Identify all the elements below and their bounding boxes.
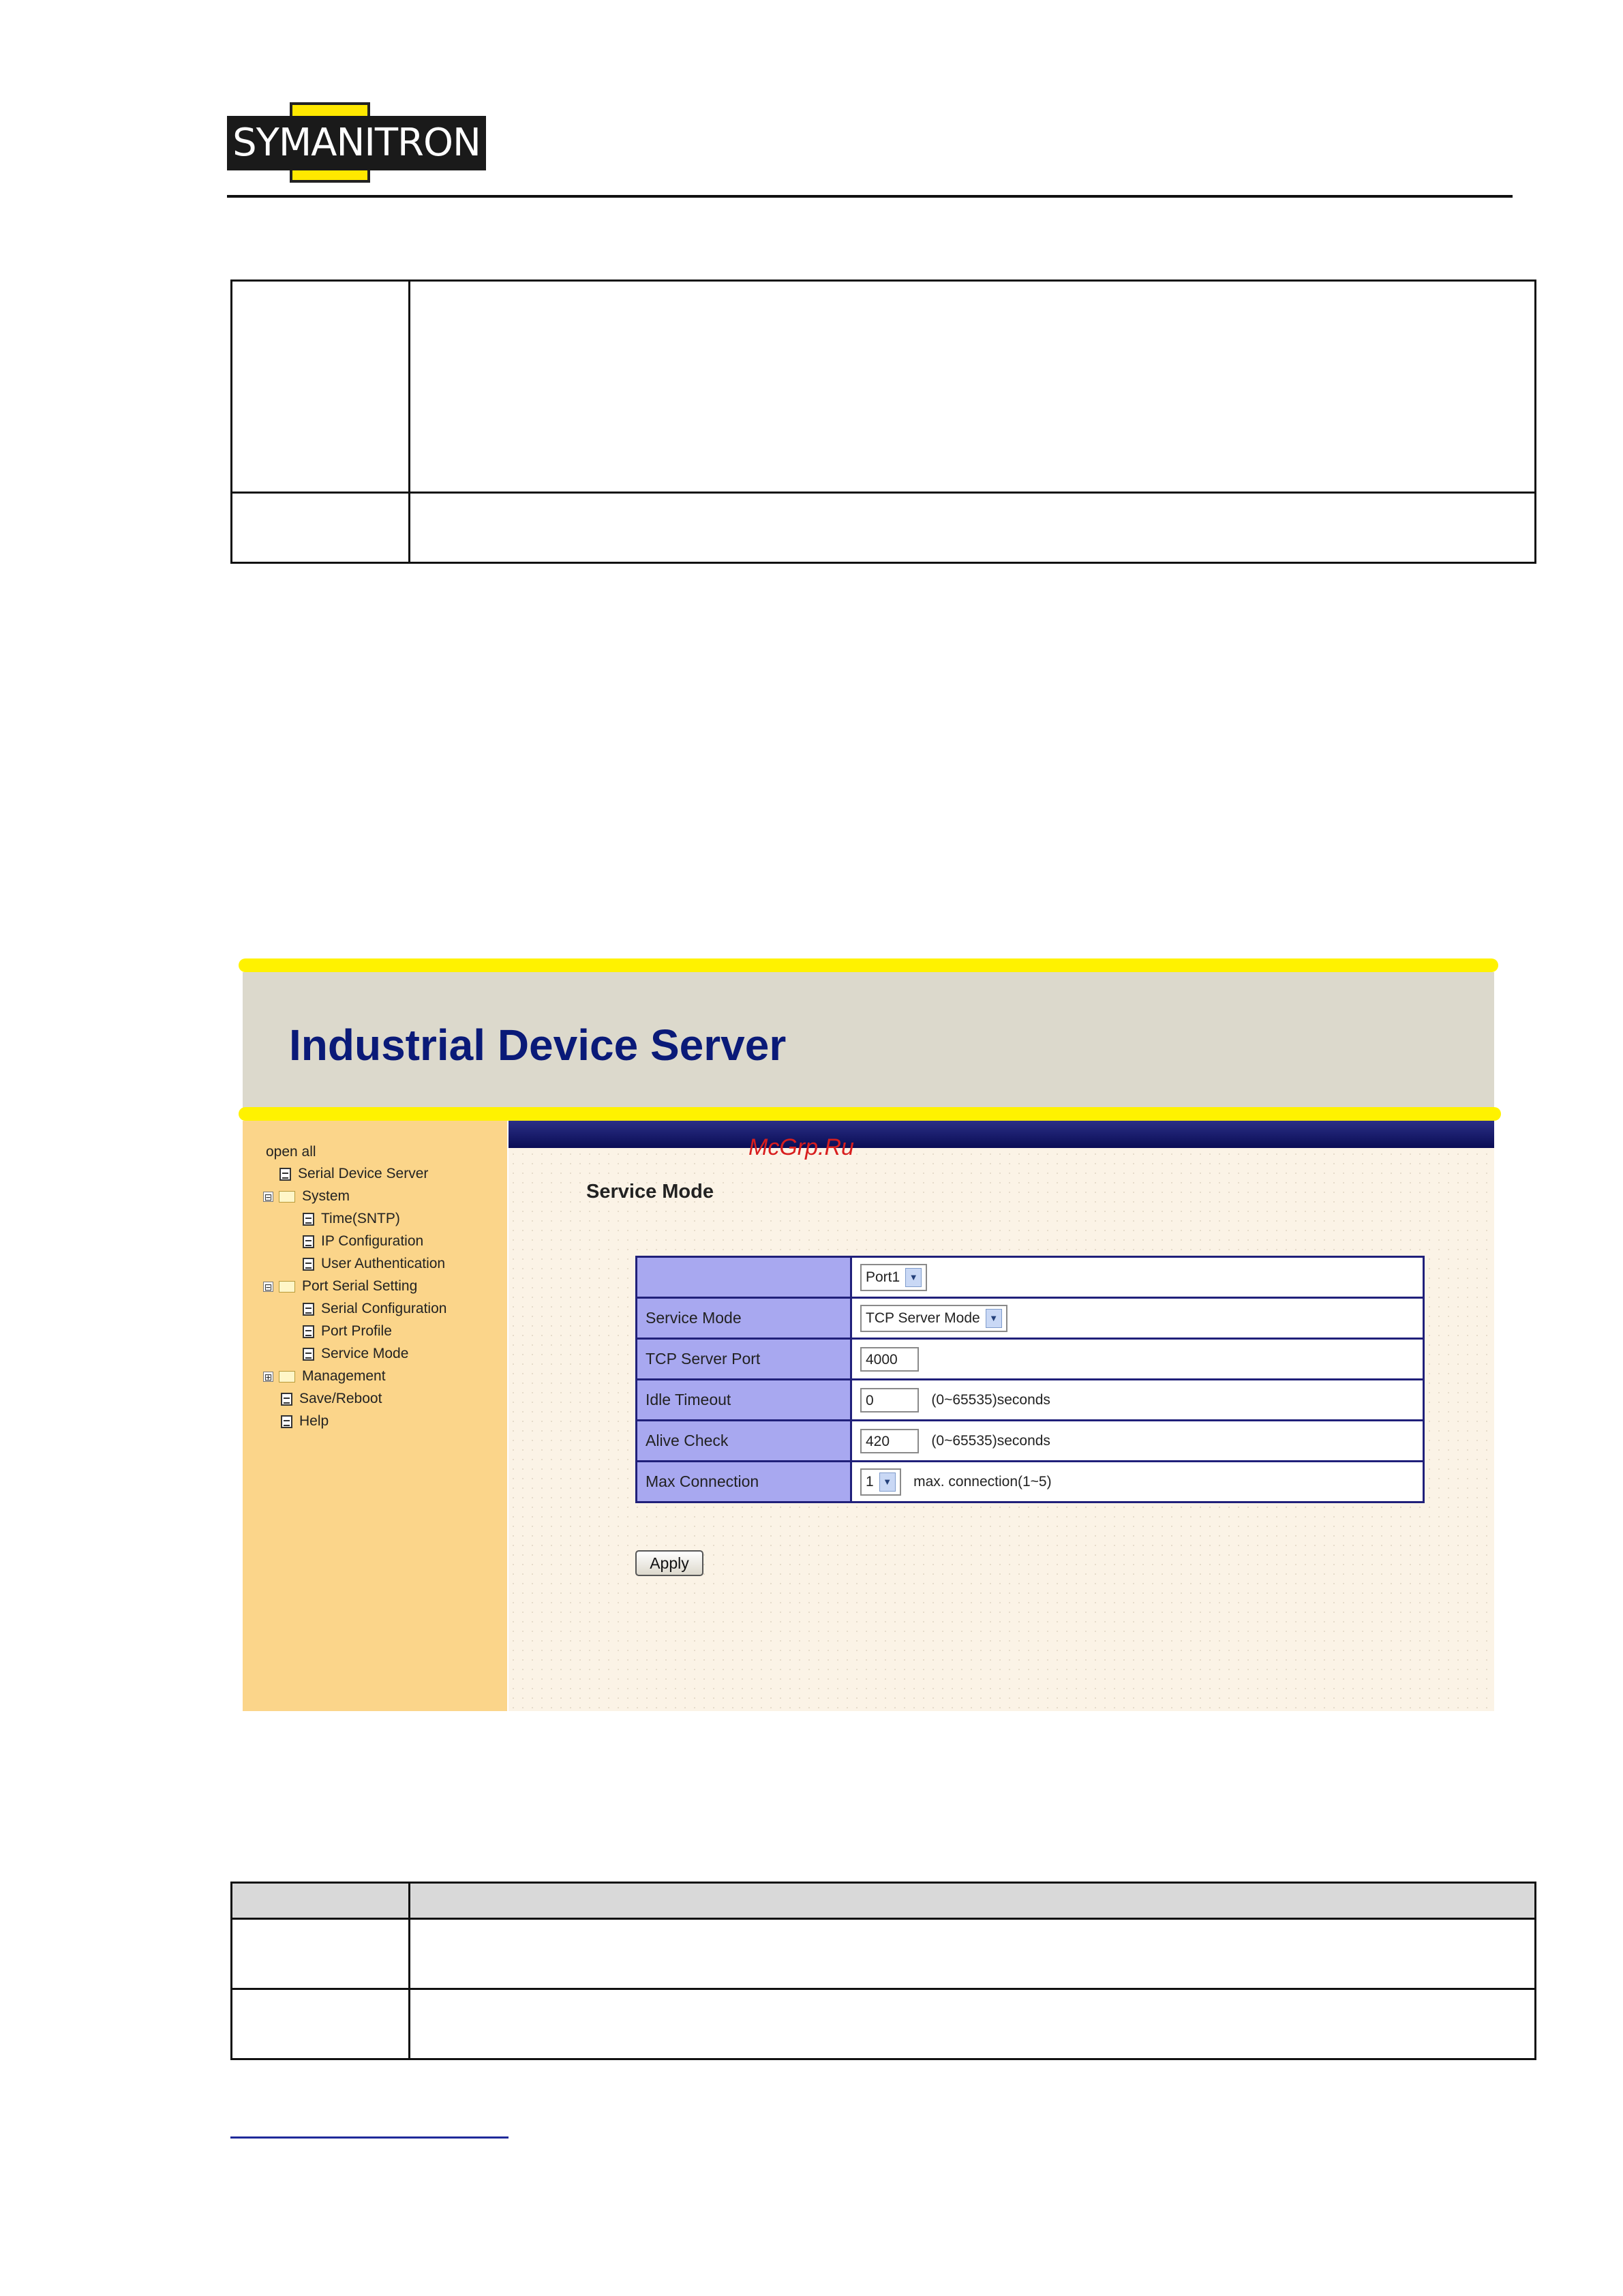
tcp-server-port-input[interactable]: 4000	[860, 1347, 919, 1372]
idle-timeout-input[interactable]: 0	[860, 1388, 919, 1413]
sidebar-item-label: Management	[302, 1368, 386, 1384]
table-row	[637, 1339, 1424, 1380]
banner	[243, 972, 1494, 1108]
idle-timeout-hint: (0~65535)seconds	[931, 1391, 1050, 1408]
watermark: McGrp.Ru	[748, 1134, 854, 1160]
expand-icon[interactable]: ⊞	[264, 1371, 273, 1383]
sidebar-item-label: Time(SNTP)	[321, 1211, 400, 1226]
doc-icon	[279, 1168, 291, 1181]
table-row	[637, 1380, 1424, 1421]
sidebar-item-ip-configuration[interactable]	[303, 1233, 423, 1250]
table-cell	[232, 1919, 410, 1989]
sidebar-item-time-sntp[interactable]	[303, 1211, 400, 1227]
max-connection-hint: max. connection(1~5)	[913, 1473, 1052, 1490]
sidebar-item-label: Service Mode	[321, 1346, 409, 1361]
table-row	[637, 1462, 1424, 1502]
service-mode-screenshot	[239, 952, 1498, 1715]
service-mode-select[interactable]	[860, 1305, 1007, 1332]
port-select-value: Port1	[866, 1269, 900, 1285]
sidebar-item-port-profile[interactable]	[303, 1323, 392, 1340]
sidebar-item-label: System	[302, 1188, 350, 1204]
folder-open-icon	[279, 1281, 295, 1293]
open-all-link[interactable]	[266, 1144, 316, 1160]
header-rule	[227, 195, 1513, 198]
table-header-cell	[232, 1883, 410, 1919]
port-value-cell	[851, 1257, 1424, 1298]
sidebar-item-label: Save/Reboot	[299, 1391, 382, 1406]
banner-top-stripe	[239, 958, 1498, 972]
service-mode-label: Service Mode	[637, 1298, 851, 1339]
idle-timeout-label: Idle Timeout	[637, 1380, 851, 1421]
table-row	[232, 493, 1536, 563]
apply-button[interactable]: Apply	[635, 1550, 703, 1576]
doc-icon	[303, 1213, 314, 1226]
sidebar-item-service-mode[interactable]	[303, 1346, 408, 1362]
collapse-icon[interactable]: ⊟	[264, 1281, 273, 1293]
table-cell	[232, 493, 410, 563]
port-select[interactable]	[860, 1264, 927, 1291]
chevron-down-icon: ▼	[905, 1268, 922, 1287]
idle-timeout-value-cell	[851, 1380, 1424, 1421]
banner-bottom-stripe	[239, 1107, 1501, 1121]
main-panel	[509, 1121, 1494, 1711]
max-connection-select[interactable]	[860, 1468, 901, 1496]
doc-icon	[281, 1393, 292, 1406]
banner-title: Industrial Device Server	[289, 1021, 787, 1070]
tcp-server-port-label: TCP Server Port	[637, 1339, 851, 1380]
sidebar-item-system[interactable]	[263, 1188, 350, 1205]
sidebar-item-label: Serial Configuration	[321, 1301, 447, 1316]
max-connection-label: Max Connection	[637, 1462, 851, 1502]
tcp-server-port-value-cell	[851, 1339, 1424, 1380]
sidebar-item-label: Port Profile	[321, 1323, 392, 1339]
doc-icon	[303, 1235, 314, 1248]
doc-icon	[281, 1415, 292, 1428]
collapse-icon[interactable]: ⊟	[264, 1191, 273, 1203]
symanitron-logo	[227, 102, 486, 184]
service-mode-value-cell	[851, 1298, 1424, 1339]
table-cell	[410, 1989, 1536, 2059]
table-header-cell	[410, 1883, 1536, 1919]
doc-icon	[303, 1348, 314, 1361]
alive-check-hint: (0~65535)seconds	[931, 1432, 1050, 1449]
max-connection-select-value: 1	[866, 1473, 874, 1490]
port-label-cell	[637, 1257, 851, 1298]
sidebar-item-management[interactable]	[263, 1368, 386, 1385]
folder-icon	[279, 1371, 295, 1383]
table-row	[637, 1257, 1424, 1298]
sidebar	[243, 1121, 507, 1711]
sidebar-item-serial-device-server[interactable]	[279, 1166, 428, 1182]
sidebar-item-save-reboot[interactable]	[281, 1391, 382, 1407]
sidebar-item-serial-configuration[interactable]	[303, 1301, 446, 1317]
sidebar-item-label: Help	[299, 1413, 329, 1429]
service-mode-select-value: TCP Server Mode	[866, 1310, 980, 1326]
bottom-parameter-table	[230, 1882, 1536, 2060]
doc-icon	[303, 1325, 314, 1338]
page-title: Service Mode	[586, 1181, 714, 1203]
alive-check-value-cell	[851, 1421, 1424, 1462]
sidebar-item-port-serial-setting[interactable]	[263, 1278, 417, 1295]
sidebar-item-label: Serial Device Server	[298, 1166, 429, 1181]
table-row	[232, 1919, 1536, 1989]
table-row	[637, 1421, 1424, 1462]
doc-icon	[303, 1303, 314, 1316]
table-header-row	[232, 1883, 1536, 1919]
sidebar-item-label: IP Configuration	[321, 1233, 424, 1249]
chevron-down-icon: ▼	[879, 1472, 896, 1492]
table-cell	[410, 493, 1536, 563]
sidebar-item-user-authentication[interactable]	[303, 1256, 445, 1272]
service-mode-form	[635, 1256, 1425, 1503]
table-cell	[410, 1919, 1536, 1989]
chevron-down-icon: ▼	[986, 1309, 1002, 1328]
table-cell	[410, 281, 1536, 493]
doc-icon	[303, 1258, 314, 1271]
sidebar-item-label: User Authentication	[321, 1256, 446, 1271]
sidebar-item-help[interactable]	[281, 1413, 329, 1430]
alive-check-label: Alive Check	[637, 1421, 851, 1462]
sidebar-item-label: Port Serial Setting	[302, 1278, 418, 1294]
table-cell	[232, 1989, 410, 2059]
table-row	[232, 1989, 1536, 2059]
main-top-bar	[509, 1121, 1494, 1148]
top-parameter-table	[230, 280, 1536, 564]
max-connection-value-cell	[851, 1462, 1424, 1502]
table-row	[232, 281, 1536, 493]
footnote-rule	[230, 2136, 509, 2139]
alive-check-input[interactable]: 420	[860, 1429, 919, 1453]
table-row	[637, 1298, 1424, 1339]
folder-open-icon	[279, 1191, 295, 1203]
logo-text: SYMANITRON	[232, 121, 481, 165]
table-cell	[232, 281, 410, 493]
open-all-label: open all	[266, 1144, 316, 1160]
